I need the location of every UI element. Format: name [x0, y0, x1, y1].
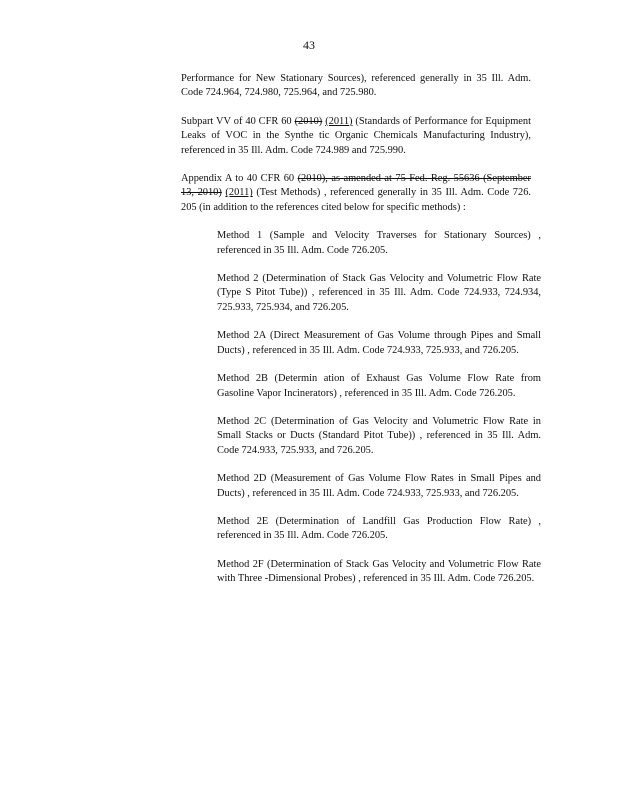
- struck-text: (2010): [294, 115, 323, 127]
- struck-text: (2010), as amended at 75 Fed. Reg. 55636 (September 13, 2010): [181, 173, 531, 199]
- inserted-text: (2011): [325, 115, 353, 127]
- inserted-text: (2011): [225, 187, 253, 199]
- method-2a: Method 2A (Direct Measurement of Gas Volume through Pipes and Small Ducts) , referenced in 35 Ill. Adm. Code 724.933, 725.933, and 726.205.: [217, 330, 541, 356]
- page-number: 43: [303, 38, 315, 52]
- method-2c: Method 2C (Determination of Gas Velocity and Volumetric Flow Rate in Small Stacks or Ducts (Standard Pitot Tube)) , referenced in 35 Ill. Adm. Code 724.933, 725.933, and 726.205.: [217, 415, 541, 456]
- text: (Standards of Performance for Equipment Leaks of VOC in the Synthe tic Organic Chemicals Manufacturing Industry), referenced in 35 Ill. Adm. Code 724.989 and 725.990.: [181, 115, 531, 156]
- method-2b: Method 2B (Determin ation of Exhaust Gas Volume Flow Rate from Gasoline Vapor Incinerators) , referenced in 35 Ill. Adm. Code 726.205.: [217, 373, 541, 399]
- methods-list: [217, 229, 541, 586]
- paragraph-appendix-a: [181, 172, 531, 215]
- text: Subpart VV of 40 CFR 60: [181, 115, 295, 127]
- paragraph-subpart-vv: [181, 115, 531, 158]
- method-2: Method 2 (Determination of Stack Gas Velocity and Volumetric Flow Rate (Type S Pitot Tube)) , referenced in 35 Ill. Adm. Code 724.933, 724.934, 725.933, 725.934, and 726.205.: [217, 273, 541, 313]
- method-2e: Method 2E (Determination of Landfill Gas Production Flow Rate) , referenced in 35 Ill. Adm. Code 726.205.: [217, 515, 541, 542]
- document-body: [181, 72, 541, 601]
- method-1: Method 1 (Sample and Velocity Traverses for Stationary Sources) , referenced in 35 Ill. Adm. Code 726.205.: [217, 230, 541, 256]
- method-2f: Method 2F (Determination of Stack Gas Velocity and Volumetric Flow Rate with Three -Dimensional Probes) , referenced in 35 Ill. Adm. Code 726.205.: [217, 558, 541, 585]
- text: Appendix A to 40 CFR 60: [181, 173, 298, 185]
- text: (Test Methods) , referenced generally in 35 Ill. Adm. Code 726. 205 (in addition to the references cited below for specific methods) :: [181, 187, 531, 213]
- paragraph-performance: Performance for New Stationary Sources), referenced generally in 35 Ill. Adm. Code 724.964, 724.980, 725.964, and 725.980.: [181, 73, 531, 99]
- method-2d: Method 2D (Measurement of Gas Volume Flow Rates in Small Pipes and Ducts) , referenced in 35 Ill. Adm. Code 724.933, 725.933, and 726.205.: [217, 473, 541, 499]
